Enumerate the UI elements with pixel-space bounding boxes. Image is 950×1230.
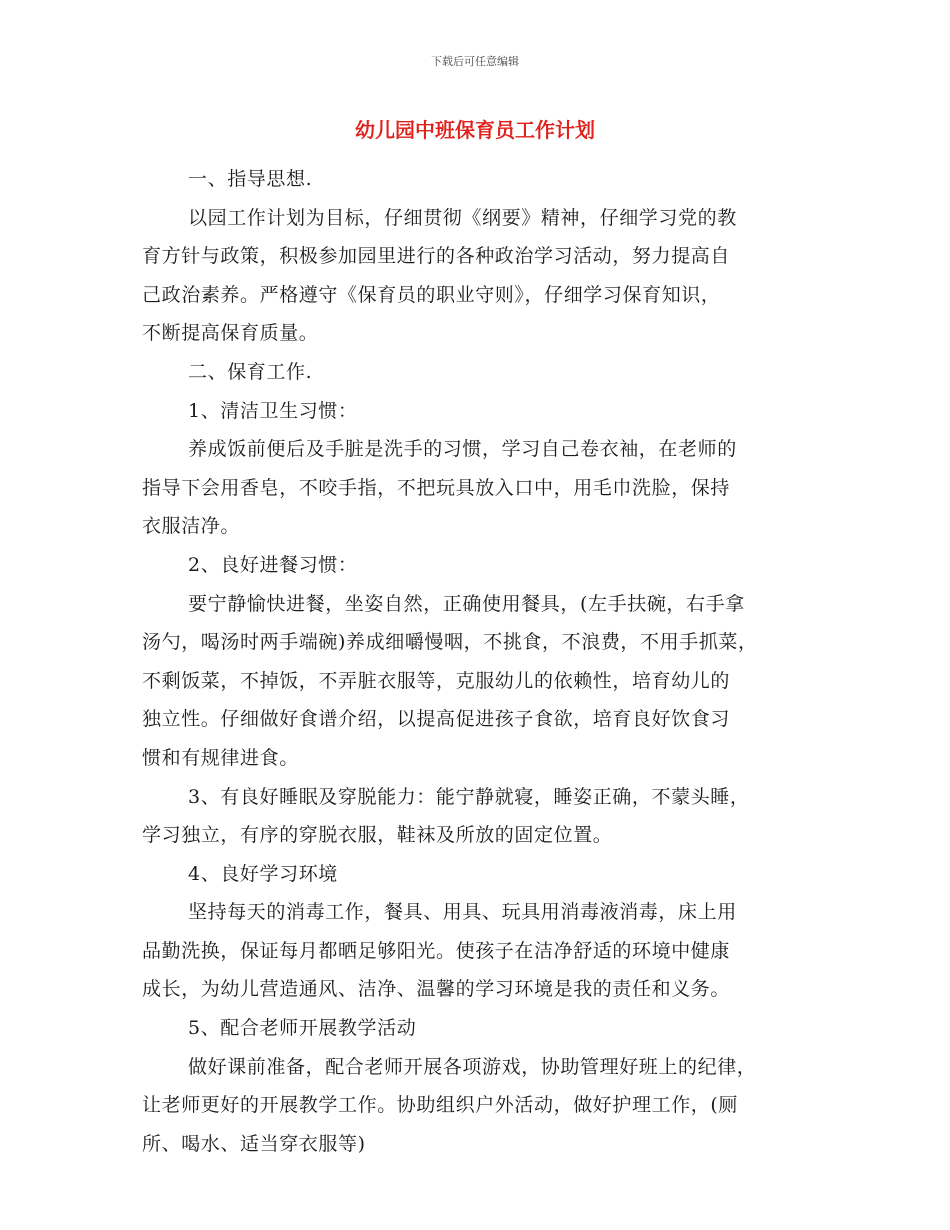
text-line: 养成饭前便后及手脏是洗手的习惯，学习自己卷衣袖，在老师的 [188,438,737,461]
text-line: 5、配合老师开展教学活动 [188,1017,417,1040]
document-title: 幼儿园中班保育员工作计划 [355,118,595,142]
document-body [142,160,812,1163]
text-line: 不断提高保育质量。 [142,322,319,345]
text-line: 育方针与政策，积极参加园里进行的各种政治学习活动，努力提高自 [142,245,731,268]
text-line: 不剩饭菜，不掉饭，不弄脏衣服等，克服幼儿的依赖性，培育幼儿的 [142,669,731,692]
text-line: 指导下会用香皂，不咬手指，不把玩具放入口中，用毛巾洗脸，保持 [142,476,731,499]
text-line: 2、良好进餐习惯： [188,553,358,576]
text-line: 学习独立，有序的穿脱衣服，鞋袜及所放的固定位置。 [142,824,613,847]
text-line: 衣服洁净。 [142,515,241,538]
text-line: 所、喝水、适当穿衣服等) [142,1132,366,1155]
text-line: 3、有良好睡眠及穿脱能力：能宁静就寝，睡姿正确，不蒙头睡， [188,785,750,808]
text-line: 做好课前准备，配合老师开展各项游戏，协助管理好班上的纪律， [188,1055,757,1078]
text-line: 己政治素养。严格遵守《保育员的职业守则》，仔细学习保育知识， [142,283,721,306]
text-line: 惯和有规律进食。 [142,746,299,769]
text-line: 二、保育工作. [188,360,313,383]
text-line: 4、良好学习环境 [188,862,338,885]
text-line: 让老师更好的开展教学工作。协助组织户外活动，做好护理工作，(厕 [142,1094,739,1117]
text-line: 独立性。仔细做好食谱介绍，以提高促进孩子食欲，培育良好饮食习 [142,708,731,731]
text-line: 要宁静愉快进餐，坐姿自然，正确使用餐具，(左手扶碗，右手拿 [188,592,745,615]
text-line: 品勤洗换，保证每月都晒足够阳光。使孩子在洁净舒适的环境中健康 [142,939,731,962]
text-line: 成长，为幼儿营造通风、洁净、温馨的学习环境是我的责任和义务。 [142,978,731,1001]
page-header-note: 下载后可任意编辑 [431,55,519,68]
text-line: 以园工作计划为目标，仔细贯彻《纲要》精神，仔细学习党的教 [188,206,737,229]
text-line: 汤勺，喝汤时两手端碗)养成细嚼慢咽，不挑食，不浪费，不用手抓菜， [142,631,758,654]
text-line: 1、清洁卫生习惯： [188,399,358,422]
text-line: 坚持每天的消毒工作，餐具、用具、玩具用消毒液消毒，床上用 [188,901,737,924]
text-line: 一、指导思想. [188,168,313,190]
